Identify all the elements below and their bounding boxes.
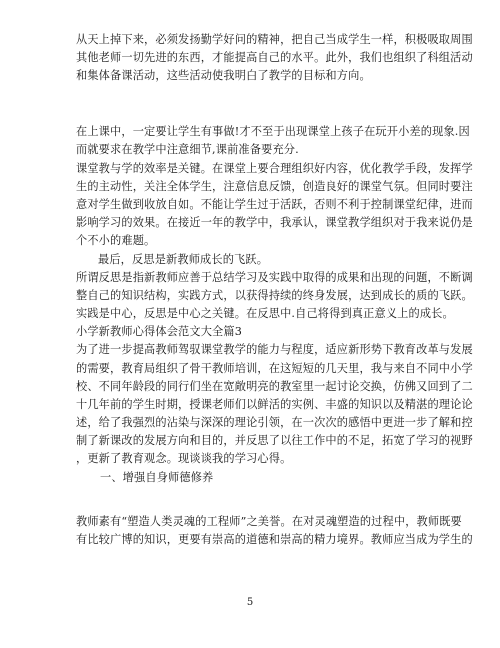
body-text-line: 制了新课改的发展方向和目的，并反思了以往工作中的不足，拓宽了学习的视野 [76,434,473,447]
body-text-line: 个不小的难题。 [76,234,156,247]
body-text-line: 从天上掉下来，必须发扬勤学好问的精神，把自己当成学生一样，积极吸取周围 [76,33,473,46]
body-text-line: 校、不同年龄段的同行们坐在宽敞明亮的教室里一起讨论交换，仿佛又回到了二 [76,380,473,393]
body-text-line: 所谓反思是指新教师应善于总结学习及实践中取得的成果和出现的问题，不断调 [76,271,473,284]
body-text-line: 实践是中心，反思是中心之关键。在反思中.自己将得到真正意义上的成长。 [76,307,454,320]
body-text-line: 生的主动性，关注全体学生，注意信息反馈，创造良好的课堂气氛。但同时要注 [76,180,473,193]
body-text-line: 影响学习的效果。在接近一年的教学中，我承认，课堂教学组织对于我来说仍是 [76,216,473,229]
page-number: 5 [246,597,254,608]
body-text-line: 述，给了我强烈的沾染与深深的理论引领，在一次次的感悟中更进一步了解和控 [76,416,473,429]
body-text-line: 最后，反思是新教师成长的飞跃。 [98,253,269,266]
body-text-line: 在上课中，一定要让学生有事做!才不至于出现课堂上孩子在玩开小差的现象.因 [76,125,470,138]
body-text-line: 其他老师一切先进的东西，才能提高自己的水平。此外，我们也组织了科组活动 [76,51,473,64]
body-text-line: 的需要，教育局组织了骨干教师培训，在这短短的几天里，我与来自不同中小学 [76,362,473,375]
body-text-line: 而就要求在教学中注意细节,课前准备要充分. [76,143,299,156]
body-text-line: 整自己的知识结构，实践方式，以获得持续的终身发展，达到成长的质的飞跃。 [76,289,473,302]
section-title: 小学新教师心得体会范文大全篇3 [76,325,242,338]
body-text-line: 有比较广博的知识，更要有崇高的道德和崇高的精力境界。教师应当成为学生的 [76,533,473,546]
body-text-line: 教师素有“塑造人类灵魂的工程师”之美誉。在对灵魂塑造的过程中，教师既要 [76,515,462,528]
body-text-line: 意对学生做到收放自如。不能让学生过于活跃，否则不利于控制课堂纪律，进而 [76,198,473,211]
subsection-heading: 一、增强自身师德修养 [100,471,214,484]
body-text-line: 课堂教与学的效率是关键。在课堂上要合理组织好内容，优化教学手段，发挥学 [76,162,473,175]
body-text-line: 为了进一步提高教师驾驭课堂教学的能力与程度，适应新形势下教育改革与发展 [76,343,473,356]
body-text-line: ，更新了教育观念。现谈谈我的学习心得。 [76,452,292,465]
body-text-line: 和集体备课活动，这些活动使我明白了教学的目标和方向。 [76,69,371,82]
body-text-line: 十几年前的学生时期，授课老师们以鲜活的实例、丰盛的知识以及精湛的理论论 [76,398,473,411]
